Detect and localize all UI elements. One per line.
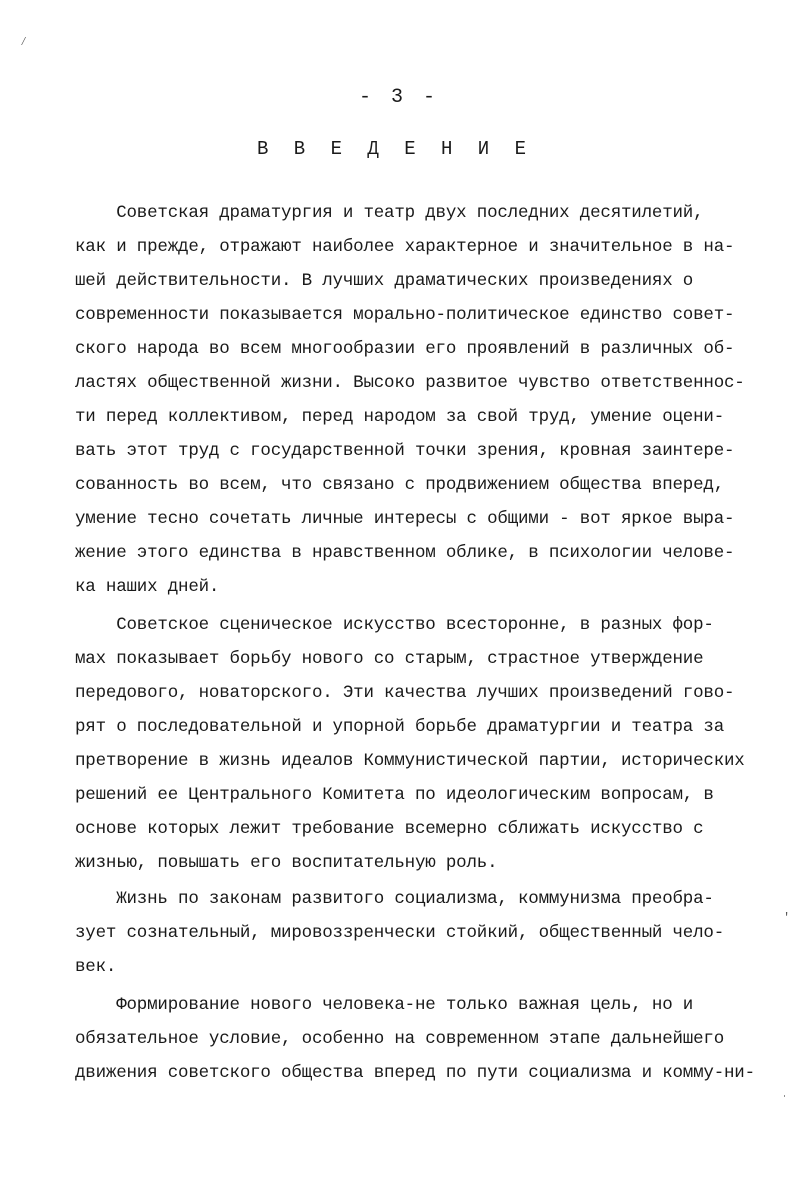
text-line: умение тесно сочетать личные интересы с общими - вот яркое выра- [75, 509, 735, 529]
section-heading: В В Е Д Е Н И Е [256, 138, 534, 160]
scan-mark-top-left: ⁄ [20, 35, 28, 49]
scan-mark-right-2: ˈ [781, 1094, 789, 1108]
text-line: Формирование нового человека-не только важная цель, но и [75, 995, 694, 1015]
text-line: сованность во всем, что связано с продвижением общества вперед, [75, 475, 725, 495]
text-line: современности показывается морально-политическое единство совет- [75, 305, 735, 325]
text-line: передового, новаторского. Эти качества лучших произведений гово- [75, 683, 735, 703]
text-line: Жизнь по законам развитого социализма, коммунизма преобра- [75, 889, 714, 909]
text-line: ти перед коллективом, перед народом за свой труд, умение оцени- [75, 407, 725, 427]
text-line: ка наших дней. [75, 577, 220, 597]
text-line: век. [75, 957, 117, 977]
text-line: рят о последовательной и упорной борьбе драматургии и театра за [75, 717, 725, 737]
text-line: зует сознательный, мировоззренчески стойкий, общественный чело- [75, 923, 725, 943]
text-line: вать этот труд с государственной точки зрения, кровная заинтере- [75, 441, 735, 461]
text-line: мах показывает борьбу нового со старым, страстное утверждение [75, 649, 704, 669]
text-line: жизнью, повышать его воспитательную роль. [75, 853, 498, 873]
scan-mark-right-1: ' [783, 911, 791, 925]
text-line: ластях общественной жизни. Высоко развитое чувство ответственнос- [75, 373, 745, 393]
text-line: обязательное условие, особенно на современном этапе дальнейшего [75, 1029, 725, 1049]
text-line: как и прежде, отражают наиболее характерное и значительное в на- [75, 237, 735, 257]
page-number: - 3 - [358, 86, 439, 109]
text-line: основе которых лежит требование всемерно сближать искусство с [75, 819, 704, 839]
text-line: претворение в жизнь идеалов Коммунистической партии, исторических [75, 751, 745, 771]
text-line: жение этого единства в нравственном облике, в психологии челове- [75, 543, 735, 563]
text-line: Советское сценическое искусство всесторонне, в разных фор- [75, 615, 714, 635]
text-line: ского народа во всем многообразии его проявлений в различных об- [75, 339, 735, 359]
text-line: решений ее Центрального Комитета по идеологическим вопросам, в [75, 785, 714, 805]
text-line: шей действительности. В лучших драматических произведениях о [75, 271, 694, 291]
text-line: движения советского общества вперед по пути социализма и комму-ни- [75, 1063, 755, 1083]
text-line: Советская драматургия и театр двух последних десятилетий, [75, 203, 704, 223]
